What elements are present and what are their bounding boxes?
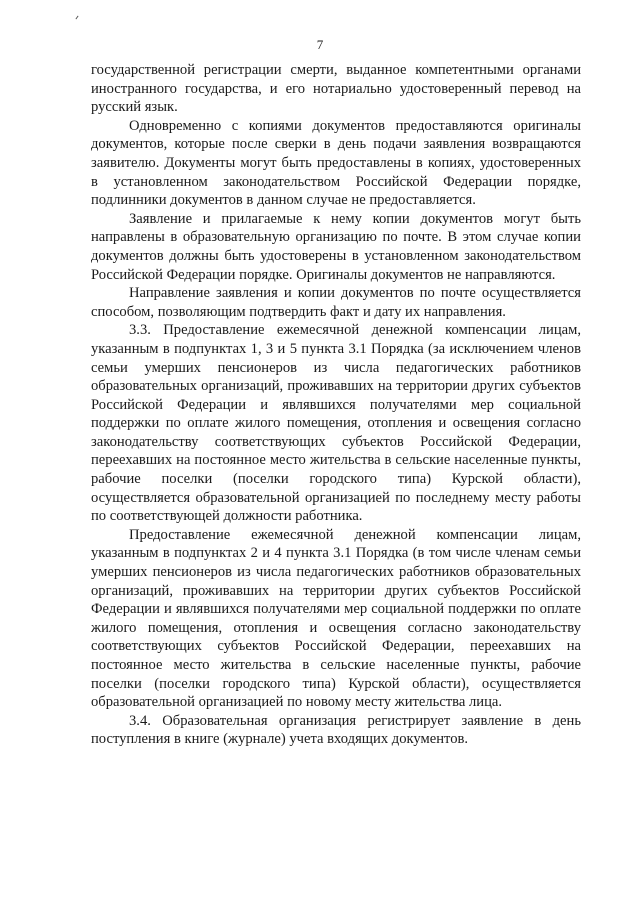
paragraph-mail-submission: Заявление и прилагаемые к нему копии документов могут быть направлены в образовательную организацию по почте. В этом случае копии документов должны быть удостоверены в установленном законодательством Российской Федерации порядке. Оригиналы документов не направляются. [91,210,581,283]
paragraph-clause-3-3-second: Предоставление ежемесячной денежной компенсации лицам, указанным в подпунктах 2 и 4 пункта 3.1 Порядка (в том числе членам семьи умерших пенсионеров из числа педагогических работников образовательных организаций, проживавших на территории других субъектов Российской Федерации и являвшихся получателями мер социальной поддержки по оплате жилого помещения, отопления и освещения согласно законодательству соответствующих субъектов Российской Федерации, переехавших на постоянное место жительства в сельские населенные пункты, рабочие поселки (поселки городского типа) Курской области), осуществляется образовательной организацией по новому месту жительства лица. [91,526,581,711]
paragraph-originals: Одновременно с копиями документов предоставляются оригиналы документов, которые после сверки в день подачи заявления возвращаются заявителю. Документы могут быть предоставлены в копиях, удостоверенных в установленном законодательством Российской Федерации порядке, подлинники документов в данном случае не предоставляется. [91,117,581,209]
paragraph-clause-3-4: 3.4. Образовательная организация регистрирует заявление в день поступления в книге (журнале) учета входящих документов. [91,712,581,748]
page-number: 7 [316,37,324,52]
paragraph-clause-3-3: 3.3. Предоставление ежемесячной денежной компенсации лицам, указанным в подпунктах 1, 3 и 5 пункта 3.1 Порядка (за исключением членов семьи умерших пенсионеров из числа педагогических работников образовательных организаций, проживавших на территории других субъектов Российской Федерации и являвшихся получателями мер социальной поддержки по оплате жилого помещения, отопления и освещения согласно законодательству соответствующих субъектов Российской Федерации, переехавших на постоянное место жительства в сельские населенные пункты, рабочие поселки (поселки городского типа) Курской области), осуществляется образовательной организацией по последнему месту работы по соответствующей должности работника. [91,322,581,525]
paragraph-continuation: государственной регистрации смерти, выданное компетентными органами иностранного государства, и его нотариально удостоверенный перевод на русский язык. [91,62,581,116]
document-body [91,61,581,749]
paragraph-mail-method: Направление заявления и копии документов по почте осуществляется способом, позволяющим подтвердить факт и дату их направления. [91,285,581,320]
scan-mark [75,16,78,20]
